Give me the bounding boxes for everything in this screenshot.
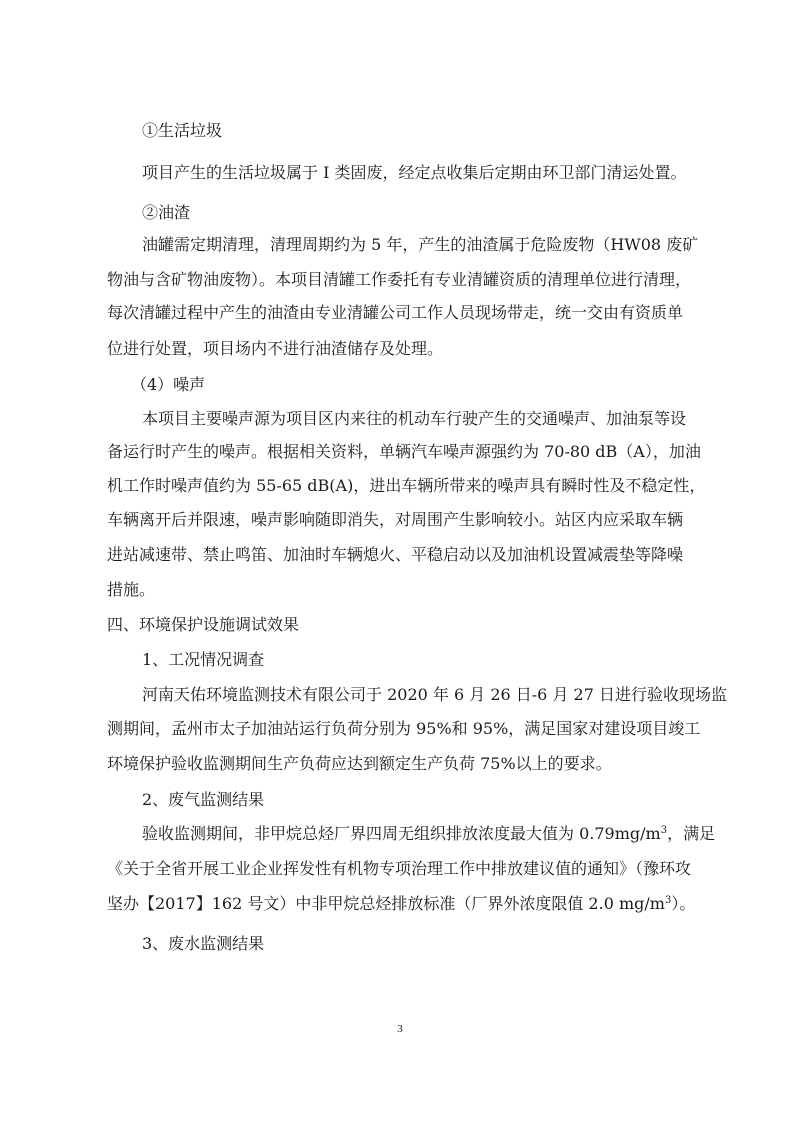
- subheading-exhaust-gas: 2、废气监测结果: [142, 790, 265, 809]
- paragraph-line: 位进行处置，项目场内不进行油渣储存及处理。: [107, 339, 444, 358]
- subheading-domestic-waste: ①生活垃圾: [142, 121, 223, 140]
- paragraph-line: 机工作时噪声值约为 55-65 dB(A)，进出车辆所带来的噪声具有瞬时性及不稳定性，: [107, 476, 706, 495]
- paragraph-line: 措施。: [107, 580, 156, 599]
- superscript: 3: [664, 895, 672, 906]
- text-segment: 验收监测期间，非甲烷总烃厂界四周无组织排放浓度最大值为 0.79mg/m: [142, 824, 661, 843]
- text-segment: ）。: [671, 894, 696, 913]
- paragraph-line: 环境保护验收监测期间生产负荷应达到额定生产负荷 75%以上的要求。: [107, 754, 612, 773]
- subheading-oil-residue: ②油渣: [142, 203, 191, 222]
- paragraph-line-with-unit: [142, 824, 715, 844]
- section-heading: 四、环境保护设施调试效果: [107, 615, 300, 634]
- paragraph-line: 每次清罐过程中产生的油渣由专业清罐公司工作人员现场带走，统一交由有资质单: [107, 303, 684, 322]
- paragraph-line: 河南天佑环境监测技术有限公司于 2020 年 6 月 26 日-6 月 27 日进行验收现场监: [142, 685, 727, 704]
- paragraph-line: 备运行时产生的噪声。根据相关资料，单辆汽车噪声源强约为 70-80 dB（A），加油: [107, 442, 701, 461]
- subheading-noise: （4）噪声: [131, 375, 206, 394]
- text-segment: 坚办【2017】162 号文）中非甲烷总烃排放标准（厂界外浓度限值 2.0 mg/m: [107, 894, 665, 913]
- paragraph-line-with-unit: [107, 894, 695, 914]
- paragraph-line: 油罐需定期清理，清理周期约为 5 年，产生的油渣属于危险废物（HW08 废矿: [142, 235, 699, 254]
- paragraph-line: 测期间，孟州市太子加油站运行负荷分别为 95%和 95%，满足国家对建设项目竣工: [107, 719, 701, 738]
- paragraph-line: 本项目主要噪声源为项目区内来往的机动车行驶产生的交通噪声、加油泵等设: [142, 409, 687, 428]
- paragraph-line: 物油与含矿物油废物）。本项目清罐工作委托有专业清罐资质的清理单位进行清理，: [107, 270, 692, 289]
- subheading-operating-conditions: 1、工况情况调查: [142, 650, 265, 669]
- paragraph-line: 项目产生的生活垃圾属于 I 类固废，经定点收集后定期由环卫部门清运处置。: [142, 163, 687, 182]
- text-segment: ，满足: [667, 824, 716, 843]
- paragraph-line: 车辆离开后并限速，噪声影响随即消失，对周围产生影响较小。站区内应采取车辆: [107, 510, 684, 529]
- subheading-wastewater: 3、废水监测结果: [142, 934, 265, 953]
- page-number: 3: [397, 1023, 403, 1035]
- superscript: 3: [660, 825, 668, 836]
- paragraph-line: 《关于全省开展工业企业挥发性有机物专项治理工作中排放建议值的通知》（豫环攻: [107, 859, 692, 878]
- paragraph-line: 进站减速带、禁止鸣笛、加油时车辆熄火、平稳启动以及加油机设置减震垫等降噪: [107, 545, 684, 564]
